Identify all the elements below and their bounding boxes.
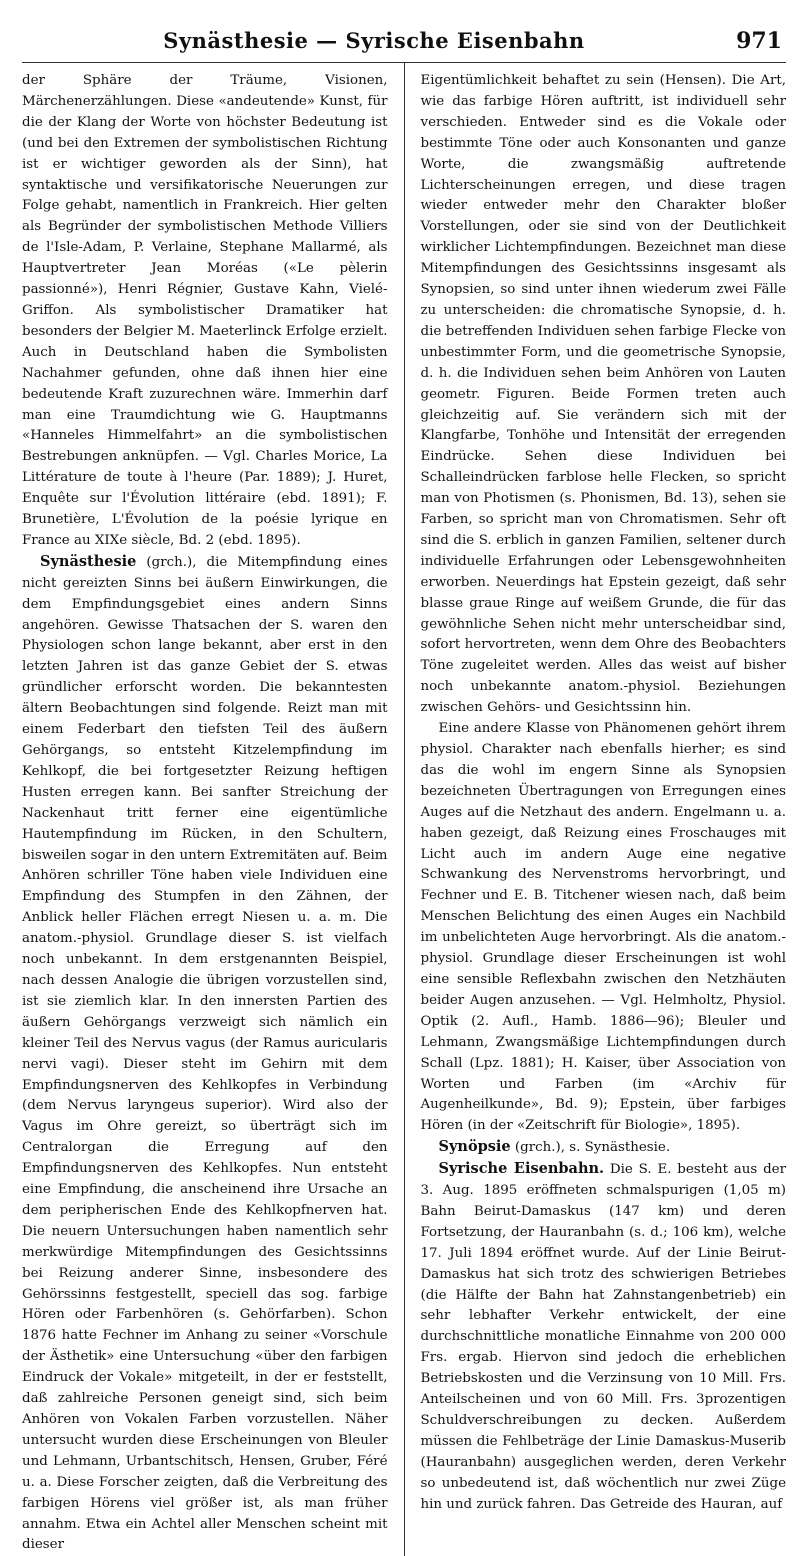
entry-lemma: Synästhesie — [40, 552, 137, 570]
entry-body: Die S. E. besteht aus der 3. Aug. 1895 eröffneten schmalspurigen (1,05 m) Bahn Beirut-Damaskus (147 km) und deren Fortsetzung, der Hauranbahn (s. d.; 106 km), welche 17. Juli 1894 eröffnet wurde. Auf der Linie Beirut-Damaskus hat sich trotz des schwierigen Betriebes (die Hälfte der Bahn hat Zahnstangenbetrieb) ein sehr lebhafter Verkehr entwickelt, der eine durchschnittliche monatliche Einnahme von 200 000 Frs. ergab. Hiervon sind jedoch die erheblichen Betriebskosten und die Verzinsung von 10 Mill. Frs. Anteilscheinen und von 60 Mill. Frs. 3prozentigen Schuldverschreibungen zu decken. Außerdem müssen die Fehlbeträge der Linie Damaskus-Muserib (Hauranbahn) ausgeglichen werden, deren Verkehr so unbedeutend ist, daß wöchentlich nur zwei Züge hin und zurück fahren. Das Getreide des Hauran, auf — [420, 1162, 787, 1512]
entry-lemma: Synöpsie — [438, 1138, 511, 1156]
running-head: Synästhesie — Syrische Eisenbahn — [163, 28, 585, 53]
entry-synopsie — [421, 1137, 787, 1159]
article-paragraph: Eine andere Klasse von Phänomenen gehört ihrem physiol. Charakter nach ebenfalls hierher; es sind das die wohl im engern Sinne als Synopsien bezeichneten Übertragungen von Erregungen eines Auges auf die Netzhaut des andern. Engelmann u. a. haben gezeigt, daß Reizung eines Froschauges mit Licht auch im andern Auge eine negative Schwankung des Nervenstroms hervorbringt, und Fechner und E. B. Titchener wiesen nach, daß beim Menschen Belichtung des einen Auges ein Nachbild im unbelichteten Auge hervorbringt. Als die anatom.-physiol. Grundlage dieser Erscheinungen ist wohl eine sensible Reflexbahn zwischen den Netzhäuten beider Augen anzusehen. — Vgl. Helmholtz, Physiol. Optik (2. Aufl., Hamb. 1886—96); Bleuler und Lehmann, Zwangsmäßige Lichtempfindungen durch Schall (Lpz. 1881); H. Kaiser, über Association von Worten und Farben (im «Archiv für Augenheilkunde», Bd. 9); Epstein, über farbiges Hören (in der «Zeitschrift für Biologie», 1895). — [420, 721, 787, 1134]
article-continuation: der Sphäre der Träume, Visionen, Märchenerzählungen. Diese «andeutende» Kunst, für die der Klang der Worte von höchster Bedeutung ist (und bei den Extremen der symbolistischen Richtung ist er wichtiger geworden als der Sinn), hat syntaktische und versifikatorische Neuerungen zur Folge gehabt, namentlich in Frankreich. Hier gelten als Begründer der symbolistischen Methode Villiers de l'Isle-Adam, P. Verlaine, Stephane Mallarmé, als Hauptvertreter Jean Moréas («Le pèlerin passionné»), Henri Régnier, Gustave Kahn, Vielé-Griffon. Als symbolistischer Dramatiker hat besonders der Belgier M. Maeterlinck Erfolge erzielt. Auch in Deutschland haben die Symbolisten Nachahmer gefunden, ohne daß ihnen hier eine bedeutende Kraft zuzurechnen wäre. Immerhin darf man eine Traumdichtung wie G. Hauptmanns «Hanneles Himmelfahrt» an die symbolistischen Bestrebungen anknüpfen. — Vgl. Charles Morice, La Littérature de toute à l'heure (Par. 1889); J. Huret, Enquête sur l'Évolution littéraire (ebd. 1891); F. Brunetière, L'Évolution de la poésie lyrique en France au XIXe siècle, Bd. 2 (ebd. 1895). — [22, 73, 388, 548]
article-continuation: Eigentümlichkeit behaftet zu sein (Hensen). Die Art, wie das farbige Hören auftritt, ist individuell sehr verschieden. Entweder sind es die Vokale oder bestimmte Töne oder auch Konsonanten und ganze Worte, die zwangsmäßig auftretende Lichterscheinungen erregen, und diese tragen wieder entweder mehr den Charakter bloßer Vorstellungen, oder sie sind von der Deutlichkeit wirklicher Lichtempfindungen. Bezeichnet man diese Mitempfindungen des Gesichtssinns insgesamt als Synopsien, so sind unter ihnen wiederum zwei Fälle zu unterscheiden: die chromatische Synopsie, d. h. die betreffenden Individuen sehen farbige Flecke von unbestimmter Form, und die geometrische Synopsie, d. h. die Individuen sehen beim Anhören von Lauten geometr. Figuren. Beide Formen treten auch gleichzeitig auf. Sie verändern sich mit der Klangfarbe, Tonhöhe und Intensität der erregenden Eindrücke. Sehen diese Individuen bei Schalleindrücken farblose helle Flecken, so spricht man von Photismen (s. Phonismen, Bd. 13), sehen sie Farben, so spricht man von Chromatismen. Sehr oft sind die S. erblich in ganzen Familien, seltener durch individuelle Erfahrungen oder Lebensgewohnheiten erworben. Neuerdings hat Epstein gezeigt, daß sehr blasse graue Ringe auf weißem Grunde, die für das gewöhnliche Sehen nicht mehr unterscheidbar sind, sofort hervortreten, wenn dem Ohre des Beobachters Töne zugeleitet werden. Alles das weist auf bisher noch unbekannte anatom.-physiol. Beziehungen zwischen Gehörs- und Gesichtssinn hin. — [420, 73, 787, 716]
column-divider — [404, 63, 405, 1556]
left-column — [22, 71, 388, 1556]
entry-body: (grch.), die Mitempfindung eines nicht gereizten Sinns bei äußern Einwirkungen, die dem Empfindungsgebiet eines andern Sinns angehören. Gewisse Thatsachen der S. waren den Physiologen schon lange bekannt, aber erst in den letzten Jahren ist das ganze Gebiet der S. etwas gründlicher erforscht worden. Die bekanntesten ältern Beobachtungen sind folgende. Reizt man mit einem Federbart den tiefsten Teil des äußern Gehörgangs, so entsteht Kitzelempfindung im Kehlkopf, die bei fortgesetzter Reizung heftigen Husten erregen kann. Bei sanfter Streichung der Nackenhaut tritt ferner eine eigentümliche Hautempfindung im Rücken, in den Schultern, bisweilen sogar in den untern Extremitäten auf. Beim Anhören schriller Töne haben viele Individuen eine Empfindung des Stumpfen in den Zähnen, der Anblick heller Flächen erregt Niesen u. a. m. Die anatom.-physiol. Grundlage dieser S. ist vielfach noch unbekannt. In dem erstgenannten Beispiel, nach dessen Analogie die übrigen vorzustellen sind, ist sie ziemlich klar. In den innersten Partien des äußern Gehörgangs verzweigt sich nämlich ein kleiner Teil des Nervus vagus (der Ramus auricularis nervi vagi). Dieser steht im Gehirn mit dem Empfindungsnerven des Kehlkopfes in Verbindung (dem Nervus laryngeus superior). Wird also der Vagus im Ohre gereizt, so überträgt sich im Centralorgan die Erregung auf den Empfindungsnerven des Kehlkopfes. Nun entsteht eine Empfindung, die anscheinend ihre Ursache an dem peripherischen Ende des Kehlkopfnerven hat. Die neuern Untersuchungen haben namentlich sehr merkwürdige Mitempfindungen des Gesichtssinns bei Reizung anderer Sinne, insbesondere des Gehörssinns festgestellt, speciell das sog. farbige Hören oder Farbenhören (s. Gehörfarben). Schon 1876 hatte Fechner im Anhang zu seiner «Vorschule der Ästhetik» eine Untersuchung «über den farbigen Eindruck der Vokale» mitgeteilt, in der er feststellt, daß zahlreiche Personen geneigt sind, sich beim Anhören von Vokalen Farben vorzustellen. Näher untersucht wurden diese Erscheinungen von Bleuler und Lehmann, Urbantschitsch, Hensen, Gruber, Féré u. a. Diese Forscher zeigten, daß die Verbreitung des farbigen Hörens viel größer ist, als man früher annahm. Etwa ein Achtel aller Menschen scheint mit dieser — [22, 554, 388, 1553]
entry-synaesthesie — [22, 552, 388, 1556]
entry-body: (grch.), s. Synästhesie. — [510, 1140, 671, 1156]
page-number: 971 — [736, 28, 782, 54]
text-columns — [22, 71, 786, 1556]
page-header — [22, 22, 786, 63]
entry-lemma: Syrische Eisenbahn. — [438, 1160, 605, 1178]
right-column — [421, 71, 787, 1556]
entry-syrische-eisenbahn — [421, 1159, 787, 1515]
